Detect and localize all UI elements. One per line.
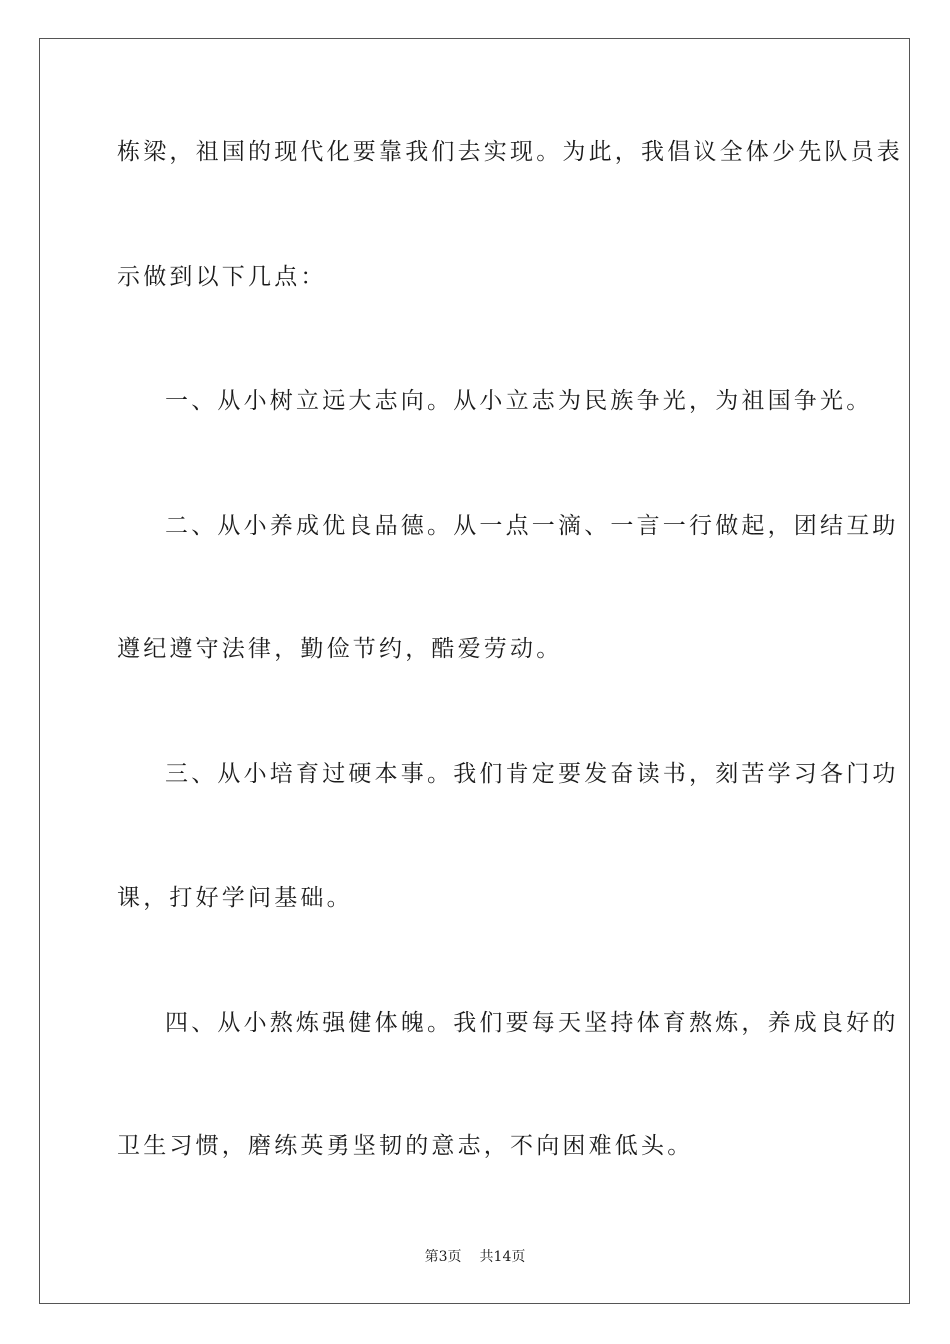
body-text-line: 遵纪遵守法律，勤俭节约，酷爱劳动。 <box>117 636 563 662</box>
paragraph-first-line: 三、从小培育过硬本事。我们肯定要发奋读书，刻苦学习各门功 <box>165 761 899 787</box>
body-text-line: 卫生习惯，磨练英勇坚韧的意志，不向困难低头。 <box>117 1133 694 1159</box>
paragraph-first-line: 一、从小树立远大志向。从小立志为民族争光，为祖国争光。 <box>165 388 873 414</box>
body-text-line: 示做到以下几点： <box>117 264 327 290</box>
page-total: 共14页 <box>479 1249 526 1265</box>
paragraph-first-line: 二、从小养成优良品德。从一点一滴、一言一行做起，团结互助 <box>165 513 899 539</box>
body-text-line: 课，打好学问基础。 <box>117 885 353 911</box>
page-number: 第3页 <box>424 1249 462 1265</box>
paragraph-first-line: 四、从小熬炼强健体魄。我们要每天坚持体育熬炼，养成良好的 <box>165 1010 899 1036</box>
page-footer <box>0 1248 950 1266</box>
body-text-line: 栋梁，祖国的现代化要靠我们去实现。为此，我倡议全体少先队员表 <box>117 139 903 165</box>
page-border <box>39 38 910 1304</box>
